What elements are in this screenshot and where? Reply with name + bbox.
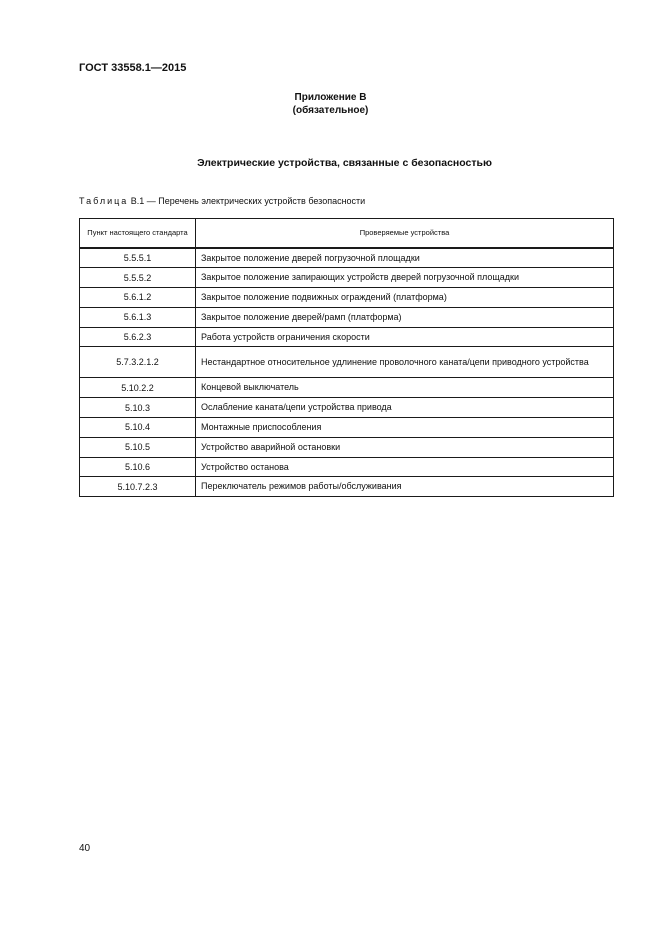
clause-cell: 5.10.4 <box>80 418 196 438</box>
table-row <box>80 288 614 308</box>
device-cell: Закрытое положение дверей/рамп (платформа) <box>196 307 614 327</box>
header-clause: Пункт настоящего стандарта <box>80 219 196 249</box>
clause-cell: 5.10.3 <box>80 398 196 418</box>
table-caption <box>79 196 365 206</box>
clause-cell: 5.6.1.2 <box>80 288 196 308</box>
header-device: Проверяемые устройства <box>196 219 614 249</box>
table-row <box>80 307 614 327</box>
clause-cell: 5.7.3.2.1.2 <box>80 347 196 378</box>
device-cell: Закрытое положение дверей погрузочной площадки <box>196 248 614 268</box>
appendix-status: (обязательное) <box>292 105 369 116</box>
table-row <box>80 378 614 398</box>
table-row <box>80 418 614 438</box>
device-cell: Закрытое положение подвижных ограждений (платформа) <box>196 288 614 308</box>
clause-cell: 5.5.5.2 <box>80 268 196 288</box>
appendix-heading <box>0 91 661 117</box>
device-cell: Концевой выключатель <box>196 378 614 398</box>
clause-cell: 5.10.2.2 <box>80 378 196 398</box>
table-row <box>80 477 614 497</box>
clause-cell: 5.10.5 <box>80 437 196 457</box>
table-row <box>80 268 614 288</box>
table-caption-text: В.1 — Перечень электрических устройств безопасности <box>128 196 366 206</box>
device-cell: Монтажные приспособления <box>196 418 614 438</box>
table-row <box>80 248 614 268</box>
document-code: ГОСТ 33558.1—2015 <box>79 62 187 74</box>
table-row <box>80 437 614 457</box>
section-title: Электрические устройства, связанные с безопасностью <box>197 157 492 169</box>
clause-cell: 5.5.5.1 <box>80 248 196 268</box>
device-cell: Переключатель режимов работы/обслуживания <box>196 477 614 497</box>
table-row <box>80 327 614 347</box>
safety-devices-table <box>79 218 614 497</box>
device-cell: Нестандартное относительное удлинение проволочного каната/цепи приводного устройства <box>196 347 614 378</box>
device-cell: Ослабление каната/цепи устройства привода <box>196 398 614 418</box>
device-cell: Работа устройств ограничения скорости <box>196 327 614 347</box>
page-number: 40 <box>79 843 91 854</box>
table-row <box>80 457 614 477</box>
device-cell: Устройство останова <box>196 457 614 477</box>
clause-cell: 5.10.6 <box>80 457 196 477</box>
table-caption-label: Таблица <box>79 196 129 206</box>
table-header-row <box>80 219 614 249</box>
table-row <box>80 398 614 418</box>
device-cell: Устройство аварийной остановки <box>196 437 614 457</box>
clause-cell: 5.10.7.2.3 <box>80 477 196 497</box>
clause-cell: 5.6.1.3 <box>80 307 196 327</box>
clause-cell: 5.6.2.3 <box>80 327 196 347</box>
appendix-title: Приложение В <box>294 92 367 103</box>
device-cell: Закрытое положение запирающих устройств дверей погрузочной площадки <box>196 268 614 288</box>
table-row <box>80 347 614 378</box>
